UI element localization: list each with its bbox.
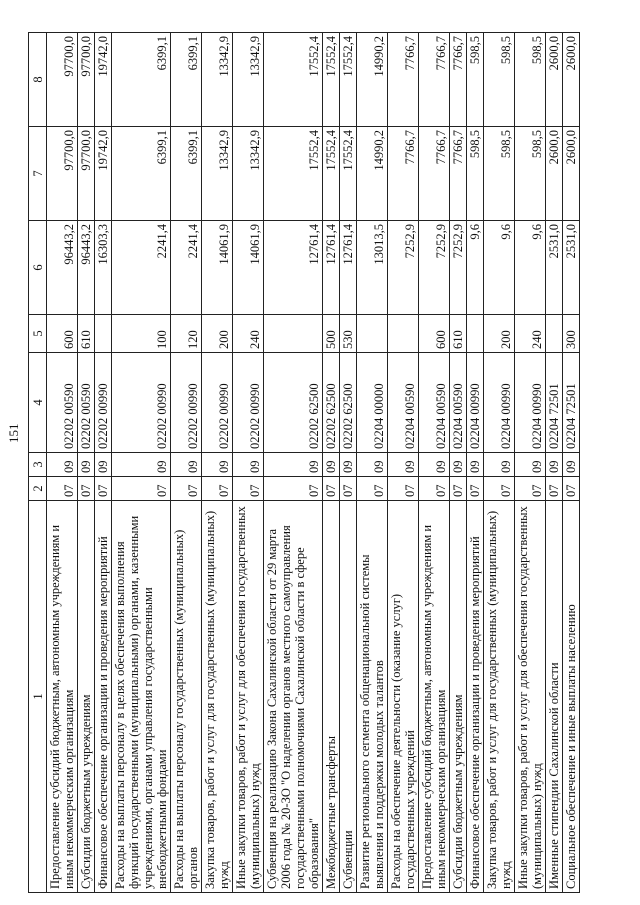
expense-type-cell: [264, 315, 323, 353]
amount-col6-cell: 2241,4: [171, 221, 202, 315]
expense-type-cell: 610: [450, 315, 467, 353]
section-code-cell: 07: [563, 477, 580, 501]
target-article-cell: 02204 72501: [546, 353, 563, 453]
section-code-cell: 07: [546, 477, 563, 501]
amount-col8-cell: 6399,1: [171, 33, 202, 127]
column-header: 3: [29, 453, 47, 477]
subsection-code-cell: 09: [563, 453, 580, 477]
row-name-cell: Именные стипендии Сахалинской области: [546, 501, 563, 893]
subsection-code-cell: 09: [323, 453, 340, 477]
expense-type-cell: 100: [112, 315, 171, 353]
amount-col6-cell: 14061,9: [202, 221, 233, 315]
row-name-cell: Финансовое обеспечение организации и проведения мероприятий: [467, 501, 484, 893]
amount-col7-cell: 97700,0: [47, 127, 78, 221]
expense-type-cell: 120: [171, 315, 202, 353]
amount-col8-cell: 2600,0: [546, 33, 563, 127]
column-header: 2: [29, 477, 47, 501]
row-name-cell: Иные закупки товаров, работ и услуг для обеспечения государственных (муниципальных) нужд: [233, 501, 264, 893]
column-header: 1: [29, 501, 47, 893]
amount-col7-cell: 2600,0: [563, 127, 580, 221]
subsection-code-cell: 09: [357, 453, 388, 477]
amount-col7-cell: 13342,9: [202, 127, 233, 221]
amount-col6-cell: 12761,4: [340, 221, 357, 315]
page-number: 151: [6, 423, 21, 443]
table-row: [467, 33, 484, 893]
expense-type-cell: 200: [202, 315, 233, 353]
amount-col7-cell: 7766,7: [419, 127, 450, 221]
section-code-cell: 07: [47, 477, 78, 501]
expense-type-cell: 530: [340, 315, 357, 353]
budget-table: [28, 32, 580, 893]
target-article-cell: 02202 62500: [323, 353, 340, 453]
table-row: [47, 33, 78, 893]
row-name-cell: Субсидии бюджетным учреждениям: [450, 501, 467, 893]
amount-col7-cell: 2600,0: [546, 127, 563, 221]
table-row: [357, 33, 388, 893]
amount-col7-cell: 598,5: [515, 127, 546, 221]
target-article-cell: 02202 62500: [340, 353, 357, 453]
row-name-cell: Закупка товаров, работ и услуг для государственных (муниципальных) нужд: [202, 501, 233, 893]
row-name-cell: Субвенции: [340, 501, 357, 893]
expense-type-cell: 600: [419, 315, 450, 353]
amount-col6-cell: 7252,9: [419, 221, 450, 315]
row-name-cell: Расходы на выплаты персоналу государственных (муниципальных) органов: [171, 501, 202, 893]
amount-col6-cell: 2241,4: [112, 221, 171, 315]
amount-col7-cell: 14990,2: [357, 127, 388, 221]
expense-type-cell: 600: [47, 315, 78, 353]
target-article-cell: 02202 00990: [202, 353, 233, 453]
subsection-code-cell: 09: [233, 453, 264, 477]
subsection-code-cell: 09: [388, 453, 419, 477]
amount-col8-cell: 17552,4: [340, 33, 357, 127]
target-article-cell: 02204 00990: [467, 353, 484, 453]
target-article-cell: 02204 00990: [484, 353, 515, 453]
expense-type-cell: [388, 315, 419, 353]
row-name-cell: Закупка товаров, работ и услуг для государственных (муниципальных) нужд: [484, 501, 515, 893]
table-row: [340, 33, 357, 893]
row-name-cell: Иные закупки товаров, работ и услуг для обеспечения государственных (муниципальных) нужд: [515, 501, 546, 893]
table-row: [563, 33, 580, 893]
amount-col8-cell: 14990,2: [357, 33, 388, 127]
amount-col8-cell: 598,5: [467, 33, 484, 127]
section-code-cell: 07: [515, 477, 546, 501]
amount-col7-cell: 7766,7: [388, 127, 419, 221]
amount-col8-cell: 17552,4: [264, 33, 323, 127]
row-name-cell: Социальное обеспечение и иные выплаты населению: [563, 501, 580, 893]
expense-type-cell: [467, 315, 484, 353]
target-article-cell: 02204 00590: [450, 353, 467, 453]
row-name-cell: Субсидии бюджетным учреждениям: [78, 501, 95, 893]
amount-col8-cell: 2600,0: [563, 33, 580, 127]
expense-type-cell: [357, 315, 388, 353]
subsection-code-cell: 09: [450, 453, 467, 477]
amount-col6-cell: 96443,2: [47, 221, 78, 315]
amount-col6-cell: 9,6: [484, 221, 515, 315]
target-article-cell: 02202 00590: [47, 353, 78, 453]
amount-col7-cell: 17552,4: [323, 127, 340, 221]
amount-col7-cell: 598,5: [467, 127, 484, 221]
target-article-cell: 02202 00990: [112, 353, 171, 453]
amount-col7-cell: 13342,9: [233, 127, 264, 221]
target-article-cell: 02204 00590: [388, 353, 419, 453]
section-code-cell: 07: [484, 477, 515, 501]
column-header: 4: [29, 353, 47, 453]
amount-col6-cell: 13013,5: [357, 221, 388, 315]
amount-col8-cell: 17552,4: [323, 33, 340, 127]
table-row: [450, 33, 467, 893]
table-row: [171, 33, 202, 893]
table-row: [112, 33, 171, 893]
row-name-cell: Развитие регионального сегмента общенациональной системы выявления и поддержки молодых талантов: [357, 501, 388, 893]
subsection-code-cell: 09: [515, 453, 546, 477]
target-article-cell: 02204 00000: [357, 353, 388, 453]
amount-col6-cell: 9,6: [515, 221, 546, 315]
amount-col8-cell: 598,5: [515, 33, 546, 127]
table-row: [264, 33, 323, 893]
subsection-code-cell: 09: [171, 453, 202, 477]
target-article-cell: 02204 72501: [563, 353, 580, 453]
table-row: [484, 33, 515, 893]
expense-type-cell: [95, 315, 112, 353]
amount-col6-cell: 2531,0: [563, 221, 580, 315]
amount-col6-cell: 12761,4: [323, 221, 340, 315]
amount-col7-cell: 97700,0: [78, 127, 95, 221]
amount-col7-cell: 598,5: [484, 127, 515, 221]
subsection-code-cell: 09: [546, 453, 563, 477]
amount-col8-cell: 13342,9: [233, 33, 264, 127]
column-header: 5: [29, 315, 47, 353]
table-row: [419, 33, 450, 893]
target-article-cell: 02202 00990: [233, 353, 264, 453]
subsection-code-cell: 09: [484, 453, 515, 477]
row-name-cell: Финансовое обеспечение организации и проведения мероприятий: [95, 501, 112, 893]
expense-type-cell: 200: [484, 315, 515, 353]
amount-col6-cell: 14061,9: [233, 221, 264, 315]
amount-col7-cell: 6399,1: [171, 127, 202, 221]
table-row: [202, 33, 233, 893]
section-code-cell: 07: [233, 477, 264, 501]
amount-col8-cell: 598,5: [484, 33, 515, 127]
subsection-code-cell: 09: [467, 453, 484, 477]
table-body: [47, 33, 580, 893]
column-header: 6: [29, 221, 47, 315]
row-name-cell: Предоставление субсидий бюджетным, автономным учреждениям и иным некоммерческим организациям: [47, 501, 78, 893]
expense-type-cell: 240: [515, 315, 546, 353]
section-code-cell: 07: [340, 477, 357, 501]
subsection-code-cell: 09: [202, 453, 233, 477]
amount-col8-cell: 7766,7: [450, 33, 467, 127]
row-name-cell: Предоставление субсидий бюджетным, автономным учреждениям и иным некоммерческим организациям: [419, 501, 450, 893]
target-article-cell: 02204 00990: [515, 353, 546, 453]
target-article-cell: 02202 00590: [78, 353, 95, 453]
row-name-cell: Межбюджетные трансферты: [323, 501, 340, 893]
table-row: [323, 33, 340, 893]
section-code-cell: 07: [95, 477, 112, 501]
target-article-cell: 02202 62500: [264, 353, 323, 453]
amount-col6-cell: 7252,9: [450, 221, 467, 315]
expense-type-cell: [546, 315, 563, 353]
header-row: [29, 33, 47, 893]
row-name-cell: Субвенция на реализацию Закона Сахалинской области от 29 марта 2006 года № 20-ЗО "О наделении органов местного самоуправления государственными полномочиями Сахалинской области в сфере образования": [264, 501, 323, 893]
subsection-code-cell: 09: [340, 453, 357, 477]
target-article-cell: 02202 00990: [95, 353, 112, 453]
amount-col6-cell: 16303,3: [95, 221, 112, 315]
section-code-cell: 07: [202, 477, 233, 501]
section-code-cell: 07: [171, 477, 202, 501]
column-header: 7: [29, 127, 47, 221]
subsection-code-cell: 09: [112, 453, 171, 477]
table-row: [78, 33, 95, 893]
subsection-code-cell: 09: [47, 453, 78, 477]
amount-col8-cell: 13342,9: [202, 33, 233, 127]
amount-col7-cell: 19742,0: [95, 127, 112, 221]
table-row: [515, 33, 546, 893]
amount-col8-cell: 6399,1: [112, 33, 171, 127]
amount-col6-cell: 9,6: [467, 221, 484, 315]
subsection-code-cell: 09: [78, 453, 95, 477]
column-header: 8: [29, 33, 47, 127]
amount-col8-cell: 97700,0: [47, 33, 78, 127]
subsection-code-cell: 09: [419, 453, 450, 477]
row-name-cell: Расходы на выплаты персоналу в целях обеспечения выполнения функций государственными (муниципальными) органами, казенными учреждениями, органами управления государственными внебюджетными фондами: [112, 501, 171, 893]
section-code-cell: 07: [357, 477, 388, 501]
section-code-cell: 07: [467, 477, 484, 501]
expense-type-cell: 240: [233, 315, 264, 353]
section-code-cell: 07: [264, 477, 323, 501]
table-row: [95, 33, 112, 893]
section-code-cell: 07: [323, 477, 340, 501]
section-code-cell: 07: [388, 477, 419, 501]
section-code-cell: 07: [419, 477, 450, 501]
section-code-cell: 07: [78, 477, 95, 501]
expense-type-cell: 500: [323, 315, 340, 353]
row-name-cell: Расходы на обеспечение деятельности (оказание услуг) государственных учреждений: [388, 501, 419, 893]
subsection-code-cell: 09: [95, 453, 112, 477]
expense-type-cell: 610: [78, 315, 95, 353]
table-row: [388, 33, 419, 893]
amount-col8-cell: 97700,0: [78, 33, 95, 127]
section-code-cell: 07: [450, 477, 467, 501]
amount-col7-cell: 7766,7: [450, 127, 467, 221]
table-row: [546, 33, 563, 893]
target-article-cell: 02204 00590: [419, 353, 450, 453]
section-code-cell: 07: [112, 477, 171, 501]
amount-col8-cell: 7766,7: [388, 33, 419, 127]
expense-type-cell: 300: [563, 315, 580, 353]
amount-col6-cell: 7252,9: [388, 221, 419, 315]
amount-col7-cell: 17552,4: [340, 127, 357, 221]
amount-col7-cell: 6399,1: [112, 127, 171, 221]
amount-col6-cell: 12761,4: [264, 221, 323, 315]
amount-col6-cell: 2531,0: [546, 221, 563, 315]
subsection-code-cell: 09: [264, 453, 323, 477]
table-row: [233, 33, 264, 893]
amount-col7-cell: 17552,4: [264, 127, 323, 221]
amount-col6-cell: 96443,2: [78, 221, 95, 315]
amount-col8-cell: 19742,0: [95, 33, 112, 127]
amount-col8-cell: 7766,7: [419, 33, 450, 127]
target-article-cell: 02202 00990: [171, 353, 202, 453]
